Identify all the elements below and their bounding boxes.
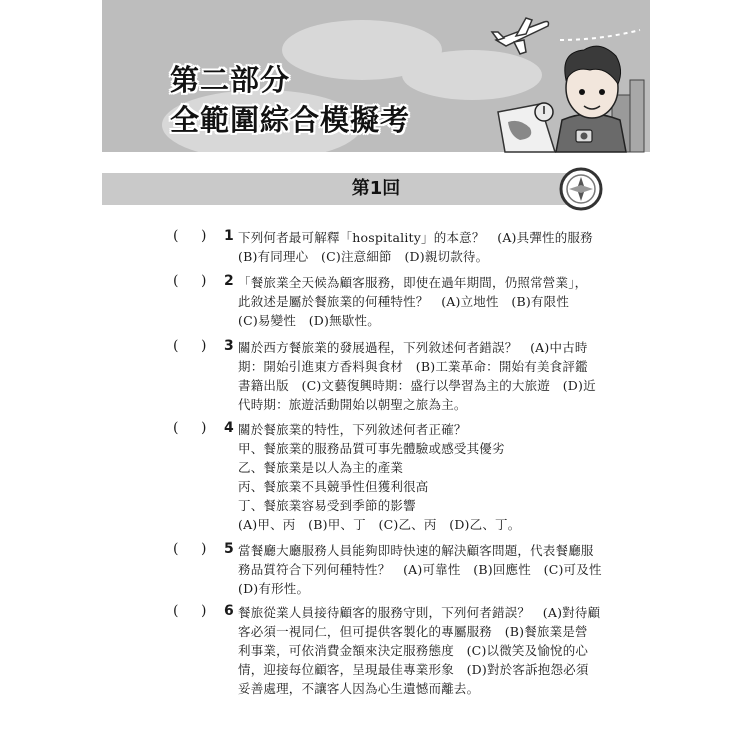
question-text: 關於餐旅業的特性，下列敘述何者正確？ bbox=[238, 422, 467, 437]
question-option: 丙、餐旅業不具競爭性但獲利很高 bbox=[238, 479, 429, 494]
question-text: (A)甲、丙 (B)甲、丁 (C)乙、丙 (D)乙、丁。 bbox=[238, 517, 521, 532]
question-text: (D)有形性。 bbox=[238, 581, 310, 596]
question-text: 關於西方餐旅業的發展過程，下列敘述何者錯誤？ (A)中古時 bbox=[238, 340, 588, 355]
question-text: 此敘述是屬於餐旅業的何種特性？ (A)立地性 (B)有限性 bbox=[238, 294, 570, 309]
question-text: (C)易變性 (D)無歇性。 bbox=[238, 313, 380, 328]
question-text: 當餐廳大廳服務人員能夠即時快速的解決顧客問題，代表餐廳服 bbox=[238, 543, 594, 558]
section-label: 第1回 bbox=[351, 178, 401, 199]
question-text: 利事業，可依消費金額來決定服務態度 (C)以微笑及愉悅的心 bbox=[238, 643, 589, 658]
question-number: 2 bbox=[224, 273, 234, 289]
question-text: 情，迎接每位顧客，呈現最佳專業形象 (D)對於客訴抱怨必須 bbox=[238, 662, 589, 677]
question-number: 3 bbox=[224, 338, 234, 354]
question-text: 「餐旅業全天候為顧客服務，即使在過年期間，仍照常營業」， bbox=[238, 275, 588, 290]
question-text: 書籍出版 (C)文藝復興時期：盛行以學習為主的大旅遊 (D)近 bbox=[238, 378, 596, 393]
part-title: 第二部分 bbox=[170, 63, 291, 97]
question-number: 1 bbox=[224, 228, 234, 244]
question-number: 4 bbox=[224, 420, 234, 436]
compass-icon bbox=[558, 166, 604, 212]
question-text: (B)有同理心 (C)注意細節 (D)親切款待。 bbox=[238, 249, 489, 264]
question-option: 丁、餐旅業容易受到季節的影響 bbox=[238, 498, 416, 513]
question-option: 甲、餐旅業的服務品質可事先體驗或感受其優劣 bbox=[238, 441, 505, 456]
question-number: 6 bbox=[224, 603, 234, 619]
question-text: 妥善處理，不讓客人因為心生遺憾而離去。 bbox=[238, 681, 480, 696]
question-text: 下列何者最可解釋「hospitality」的本意？ (A)具彈性的服務 bbox=[238, 230, 593, 245]
question-text: 客必須一視同仁，但可提供客製化的專屬服務 (B)餐旅業是營 bbox=[238, 624, 588, 639]
question-number: 5 bbox=[224, 541, 234, 557]
question-text: 期：開始引進東方香料與食材 (B)工業革命：開始有美食評鑑 bbox=[238, 359, 588, 374]
airplane-icon bbox=[492, 18, 549, 54]
part-subtitle: 全範圍綜合模擬考 bbox=[170, 103, 411, 137]
question-text: 代時期：旅遊活動開始以朝聖之旅為主。 bbox=[238, 397, 467, 412]
question-option: 乙、餐旅業是以人為主的產業 bbox=[238, 460, 404, 475]
question-text: 務品質符合下列何種特性？ (A)可靠性 (B)回應性 (C)可及性 bbox=[238, 562, 602, 577]
question-text: 餐旅從業人員接待顧客的服務守則，下列何者錯誤？ (A)對待顧 bbox=[238, 605, 601, 620]
